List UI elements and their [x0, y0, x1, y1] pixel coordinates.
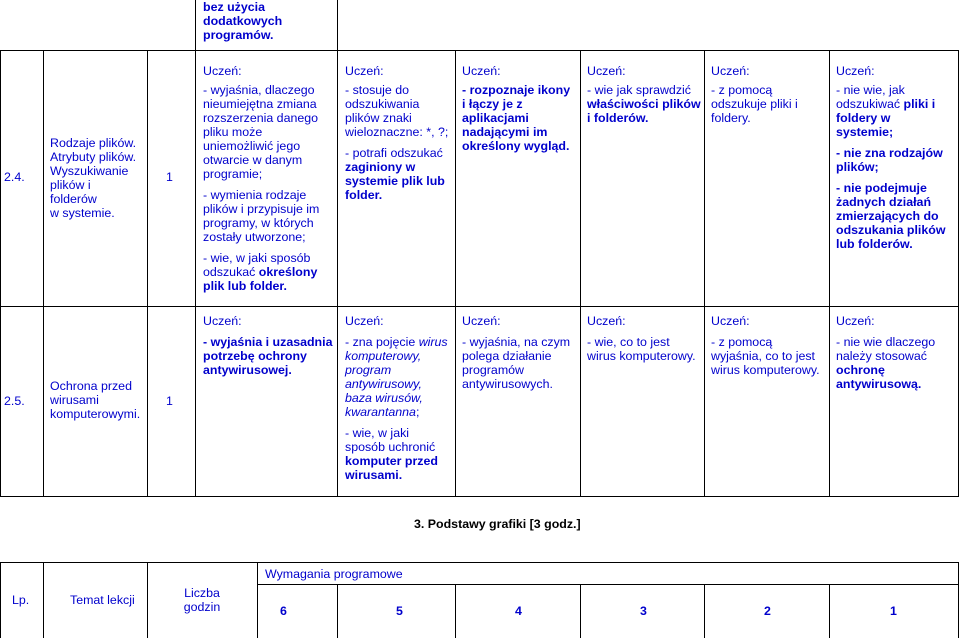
- requirement-grade-6: - wyjaśnia, dlaczego nieumiejętna zmiana rozszerzenia danego pliku może uniemożliwić jego otwarcie w danym programie; - wymienia rodzaje plików i przypisuje im programy, w których zostały utworzone; - wie, w jaki sposób odszukać określony plik lub folder.: [203, 83, 320, 293]
- student-label: Uczeń:: [711, 64, 750, 78]
- requirement-grade-3: - wie, co to jest wirus komputerowy.: [587, 335, 696, 363]
- continued-cell-text: bez użycia dodatkowych programów.: [203, 0, 283, 42]
- column-header-lp: Lp.: [12, 593, 30, 607]
- lesson-topic: Ochrona przed wirusami komputerowymi.: [50, 379, 141, 421]
- level-2: 2: [764, 604, 771, 618]
- student-label: Uczeń:: [836, 64, 875, 78]
- student-label: Uczeń:: [203, 64, 242, 78]
- student-label: Uczeń:: [345, 314, 384, 328]
- column-header-topic: Temat lekcji: [70, 593, 135, 607]
- lesson-hours: 1: [166, 170, 173, 184]
- row-number: 2.5.: [4, 394, 25, 408]
- student-label: Uczeń:: [345, 64, 384, 78]
- requirement-grade-3: - wie jak sprawdzić właściwości plików i folderów.: [587, 83, 701, 125]
- student-label: Uczeń:: [203, 314, 242, 328]
- student-label: Uczeń:: [836, 314, 875, 328]
- level-3: 3: [640, 604, 647, 618]
- requirement-grade-2: - z pomocą odszukuje pliki i foldery.: [711, 83, 798, 125]
- student-label: Uczeń:: [462, 64, 501, 78]
- column-header-requirements: Wymagania programowe: [265, 567, 403, 581]
- column-header-hours: Liczba godzin: [183, 586, 221, 614]
- requirement-grade-4: - rozpoznaje ikony i łączy je z aplikacjami nadającymi im określony wygląd.: [462, 83, 571, 153]
- level-5: 5: [396, 604, 403, 618]
- student-label: Uczeń:: [587, 64, 626, 78]
- student-label: Uczeń:: [711, 314, 750, 328]
- level-4: 4: [515, 604, 522, 618]
- student-label: Uczeń:: [462, 314, 501, 328]
- level-6: 6: [280, 604, 287, 618]
- requirement-grade-2: - z pomocą wyjaśnia, co to jest wirus komputerowy.: [711, 335, 820, 377]
- requirement-grade-6: - wyjaśnia i uzasadnia potrzebę ochrony antywirusowej.: [203, 335, 333, 377]
- requirement-grade-5: - stosuje do odszukiwania plików znaki wieloznaczne: *, ?; - potrafi odszukać zaginiony w systemie plik lub folder.: [345, 83, 449, 202]
- requirement-grade-5: - zna pojęcie wirus komputerowy, program antywirusowy, baza wirusów, kwarantanna; - wie, w jaki sposób uchronić komputer przed wirusami.: [345, 335, 448, 482]
- row-number: 2.4.: [4, 170, 25, 184]
- lesson-topic: Rodzaje plików. Atrybuty plików. Wyszukiwanie plików i folderów w systemie.: [50, 136, 137, 220]
- level-1: 1: [890, 604, 897, 618]
- requirement-grade-1: - nie wie dlaczego należy stosować ochronę antywirusową.: [836, 335, 936, 391]
- requirement-grade-4: - wyjaśnia, na czym polega działanie programów antywirusowych.: [462, 335, 571, 391]
- student-label: Uczeń:: [587, 314, 626, 328]
- section-title: 3. Podstawy grafiki [3 godz.]: [414, 517, 581, 531]
- lesson-hours: 1: [166, 394, 173, 408]
- requirement-grade-1: - nie wie, jak odszukiwać pliki i foldery w systemie; - nie zna rodzajów plików; - nie podejmuje żadnych działań zmierzających do odszukania plików lub folderów.: [836, 83, 946, 251]
